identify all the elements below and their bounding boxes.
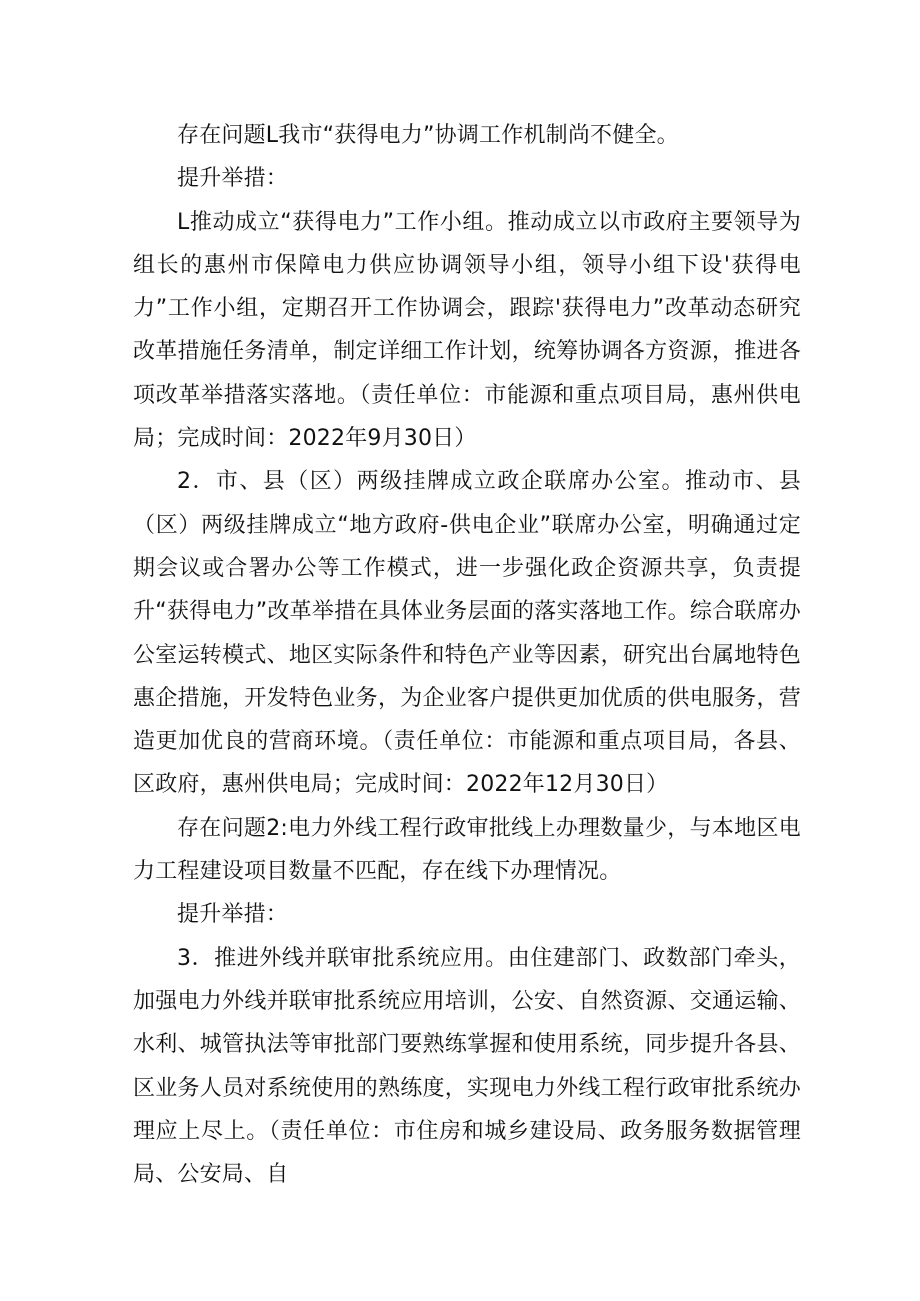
paragraph-problem-1: 存在问题L我市“获得电力”协调工作机制尚不健全。 <box>177 123 679 148</box>
paragraph-measures-heading-2: 提升举措： <box>177 902 289 928</box>
paragraph-problem-2: 存在问题2:电力外线工程行政审批线上办理数量少，与本地区电力工程建设项目数量不匹配，存在线下办理情况。 <box>133 815 801 885</box>
paragraph-measure-3: 3．推进外线并联审批系统应用。由住建部门、政数部门牵头，加强电力外线并联审批系统应用培训，公安、自然资源、交通运输、水利、城管执法等审批部门要熟练掌握和使用系统，同步提升各县、区业务人员对系统使用的熟练度，实现电力外线工程行政审批系统办理应上尽上。（责任单位：市住房和城乡建设局、政务服务数据管理局、公安局、自 <box>133 945 801 1188</box>
paragraph-measure-1: L推动成立“获得电力”工作小组。推动成立以市政府主要领导为组长的惠州市保障电力供应协调领导小组，领导小组下设'获得电力”工作小组，定期召开工作协调会，跟踪'获得电力”改革动态研究改革措施任务清单，制定详细工作计划，统筹协调各方资源，推进各项改革举措落实落地。（责任单位：市能源和重点项目局，惠州供电局；完成时间：2022年9月30日） <box>133 209 801 452</box>
paragraph-measures-heading-1: 提升举措： <box>177 166 289 192</box>
document-body <box>133 114 801 1196</box>
paragraph-measure-2: 2．市、县（区）两级挂牌成立政企联席办公室。推动市、县（区）两级挂牌成立“地方政府-供电企业”联席办公室，明确通过定期会议或合署办公等工作模式，进一步强化政企资源共享，负责提升“获得电力”改革举措在具体业务层面的落实落地工作。综合联席办公室运转模式、地区实际条件和特色产业等因素，研究出台属地特色惠企措施，开发特色业务，为企业客户提供更加优质的供电服务，营造更加优良的营商环境。（责任单位：市能源和重点项目局，各县、区政府，惠州供电局；完成时间：2022年12月30日） <box>133 469 801 798</box>
